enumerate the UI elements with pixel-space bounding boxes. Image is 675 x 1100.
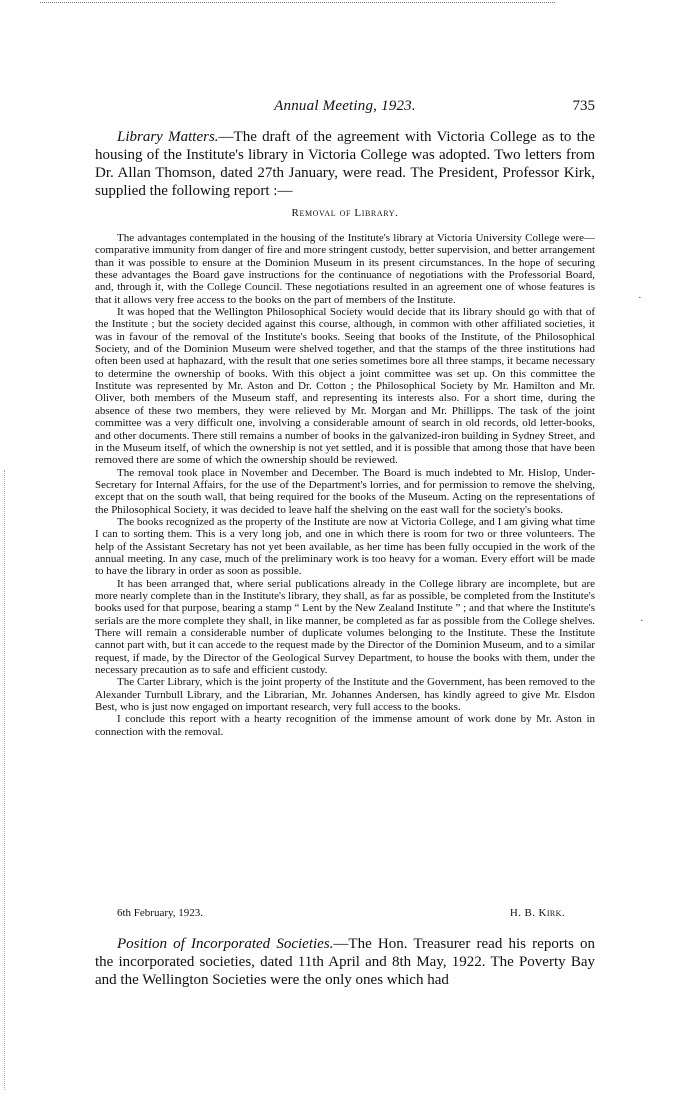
report-paragraph: The advantages contemplated in the housing of the Institute's library at Victoria University College were—comparative immunity from danger of fire and more stringent custody, better supervision, and better arrangement than it was possible to ensure at the Dominion Museum in its present circumstances. In the hope of securing these advantages the Board gave instructions for the continuance of negotiations with the Professorial Board, and, through it, with the College Council. These negotiations resulted in an agreement one of whose features is that it allows very free access to the books on the part of members of the Institute.	[95, 232, 595, 306]
incorporated-societies-text: —The Hon. Treasurer read his reports on the incorporated societies, dated 11th April and 8th May, 1922. The Poverty Bay and the Wellington Societies were the only ones which had	[95, 936, 596, 988]
report-body	[95, 232, 595, 738]
incorporated-societies-heading: Position of Incorporated Societies.	[117, 936, 334, 952]
library-matters-section	[95, 128, 595, 200]
report-title: Removal of Library.	[291, 207, 399, 219]
incorporated-societies-paragraph	[95, 935, 595, 989]
report-paragraph: The removal took place in November and December. The Board is much indebted to Mr. Hislop, Under-Secretary for Internal Affairs, for the use of the Department's lorries, and for permission to remove the shelving, except that on the south wall, that being required for the books of the Museum. Acting on the representations of the Philosophical Society, it was decided to leave half the shelving on the east wall for the society's books.	[95, 466, 595, 516]
report-signature: H. B. Kirk.	[509, 907, 565, 919]
report-signoff	[95, 907, 595, 921]
page-header	[95, 98, 595, 118]
top-edge-rule	[40, 2, 555, 3]
left-edge-mark	[4, 470, 5, 1090]
library-matters-text: —The draft of the agreement with Victoria College as to the housing of the Institute's library in Victoria College was adopted. Two letters from Dr. Allan Thomson, dated 27th January, were read. The President, Professor Kirk, supplied the following report :—	[95, 129, 595, 199]
report-paragraph: I conclude this report with a hearty recognition of the immense amount of work done by Mr. Aston in connection with the removal.	[95, 713, 595, 738]
margin-speck: ·	[638, 292, 642, 304]
report-paragraph: It has been arranged that, where serial publications already in the College library are incomplete, but are more nearly complete than in the Institute's library, they shall, as far as possible, be completed from the Institute's books used for that purpose, bearing a stamp “ Lent by the New Zealand Institute ” ; and that where the Institute's serials are the more complete they shall, in like manner, be completed as far as possible from the College shelves. There will remain a considerable number of duplicate volumes belonging to the Institute. These the Institute cannot part with, but it can accede to the request made by the Director of the Dominion Museum, and to a similar request, if made, by the Director of the Geological Survey Department, to house the books with them, under the necessary precaution as to safe and efficient custody.	[95, 577, 595, 677]
incorporated-societies-section	[95, 935, 595, 989]
page-number: 735	[572, 98, 595, 114]
library-matters-heading: Library Matters.	[117, 129, 219, 145]
running-head: Annual Meeting, 1923.	[274, 98, 416, 114]
report-paragraph: The books recognized as the property of the Institute are now at Victoria College, and I am giving what time I can to sorting them. This is a very long job, and one in which there is room for two or three volunteers. The help of the Assistant Secretary has not yet been available, as her time has been fully occupied in the work of the annual meeting. In any case, much of the preliminary work is too heavy for a woman. Every effort will be made to have the library in order as soon as possible.	[95, 515, 595, 578]
report-paragraph: The Carter Library, which is the joint property of the Institute and the Government, has been removed to the Alexander Turnbull Library, and the Librarian, Mr. Johannes Andersen, has kindly agreed to give Mr. Elsdon Best, who is just now engaged on important research, very full access to the books.	[95, 676, 595, 714]
report-date: 6th February, 1923.	[117, 907, 204, 919]
library-matters-paragraph	[95, 128, 595, 200]
margin-speck: ·	[640, 615, 644, 627]
report-paragraph: It was hoped that the Wellington Philosophical Society would decide that its library should go with that of the Institute ; but the society decided against this course, although, in common with other affiliated societies, it was in favour of the removal of the Institute's books. Seeing that books of the Institute, of the Philosophical Society, and of the Dominion Museum were shelved together, and that the stamps of the three institutions had often been used at haphazard, with the result that one series sometimes bore all three stamps, it became necessary to determine the ownership of books. With this object a joint committee was set up. On this committee the Institute was represented by Mr. Aston and Dr. Cotton ; the Philosophical Society by Mr. Hamilton and Mr. Oliver, both members of the Museum staff, and representing its interests also. For a short time, during the absence of these two members, they were relieved by Mr. Morgan and Mr. Phillipps. The task of the joint committee was a very difficult one, involving a considerable amount of search in old records, old letter-books, and other documents. There still remains a number of books in the galvanized-iron building in Sydney Street, and in the Museum itself, of which the ownership is not yet settled, and it is possible that among those that have been removed there are some of which the ownership should be reviewed.	[95, 306, 595, 467]
